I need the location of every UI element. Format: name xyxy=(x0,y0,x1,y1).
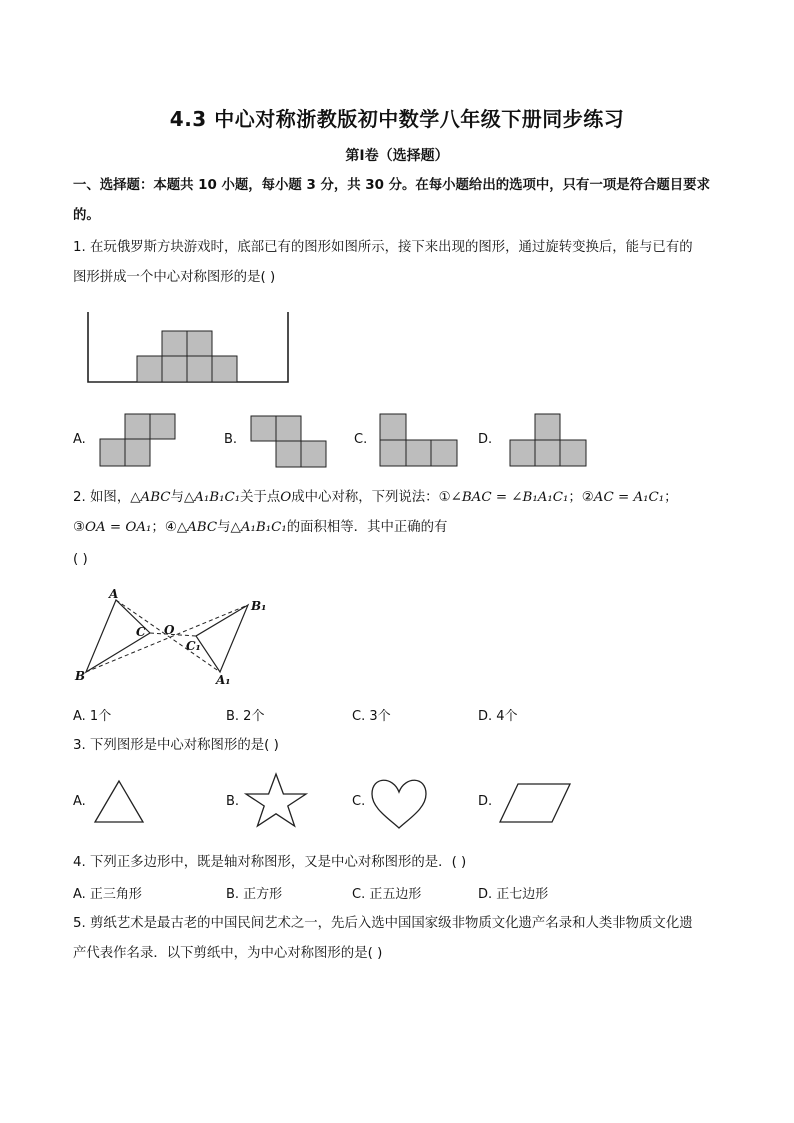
q2-math: A₁B₁C₁ xyxy=(240,520,287,535)
label-a: A xyxy=(109,587,119,601)
q2-text: ； xyxy=(568,490,582,505)
question-1-text: 1. 在玩俄罗斯方块游戏时，底部已有的图形如图所示，接下来出现的图形，通过旋转变换后，能与已有的 xyxy=(73,240,693,255)
label-c: C xyxy=(136,625,146,639)
q2-option-b[interactable]: B. 2个 xyxy=(226,709,265,724)
q2-math: O xyxy=(280,490,292,505)
question-3-text: 3. 下列图形是中心对称图形的是( ) xyxy=(73,738,279,753)
q2-text: 2. 如图， xyxy=(73,490,131,505)
q3-option-a-label[interactable]: A. xyxy=(73,794,86,809)
q2-math: ABC xyxy=(187,520,218,535)
q2-math: ABC xyxy=(140,490,171,505)
section-subtitle: 第I卷（选择题） xyxy=(345,148,449,164)
q2-math: A₁B₁C₁ xyxy=(194,490,241,505)
q2-text: ； xyxy=(151,520,165,535)
q2-answer-paren: ( ) xyxy=(73,552,88,567)
q4-option-b[interactable]: B. 正方形 xyxy=(226,887,283,902)
q2-text: 与 xyxy=(170,490,184,505)
q2-marker: ① xyxy=(438,490,451,505)
q2-text: 与 xyxy=(217,520,231,535)
q2-marker: ③ xyxy=(73,520,86,535)
q4-option-c[interactable]: C. 正五边形 xyxy=(352,887,422,902)
q1-option-b-label[interactable]: B. xyxy=(224,432,238,447)
q2-option-c[interactable]: C. 3个 xyxy=(352,709,391,724)
q2-math: AC = A₁C₁ xyxy=(593,490,665,505)
q2-text: 成中心对称，下列说法： xyxy=(291,490,439,505)
label-a1: A₁ xyxy=(216,673,231,687)
q4-option-a[interactable]: A. 正三角形 xyxy=(73,887,142,902)
question-5-text-cont: 产代表作名录．以下剪纸中，为中心对称图形的是( ) xyxy=(73,946,383,961)
label-b: B xyxy=(75,669,86,683)
page-title: 4.3 中心对称浙教版初中数学八年级下册同步练习 xyxy=(169,107,625,131)
q3-option-d-label[interactable]: D. xyxy=(478,794,493,809)
q2-text: 关于点 xyxy=(240,490,281,505)
q2-option-d[interactable]: D. 4个 xyxy=(478,709,518,724)
q3-option-c-label[interactable]: C. xyxy=(352,794,366,809)
label-c1: C₁ xyxy=(186,639,201,653)
label-b1: B₁ xyxy=(251,599,267,613)
q2-text: △ xyxy=(176,520,188,535)
q1-option-d-label[interactable]: D. xyxy=(478,432,493,447)
question-1-text-cont: 图形拼成一个中心对称图形的是( ) xyxy=(73,270,276,285)
q2-marker: ② xyxy=(581,490,594,505)
q2-marker: ④ xyxy=(164,520,177,535)
q3-option-b-label[interactable]: B. xyxy=(226,794,240,809)
question-5-text: 5. 剪纸艺术是最古老的中国民间艺术之一，先后入选中国国家级非物质文化遗产名录和人类非物质文化遗 xyxy=(73,916,693,931)
q1-option-a-label[interactable]: A. xyxy=(73,432,86,447)
q2-text: ； xyxy=(664,490,678,505)
q2-option-a[interactable]: A. 1个 xyxy=(73,709,112,724)
q1-option-c-label[interactable]: C. xyxy=(354,432,368,447)
section-heading: 一、选择题：本题共 10 小题，每小题 3 分，共 30 分。在每小题给出的选项中，只有一项是符合题目要求 xyxy=(73,178,710,193)
q2-text: △ xyxy=(183,490,195,505)
q4-option-d[interactable]: D. 正七边形 xyxy=(478,887,549,902)
question-4-text: 4. 下列正多边形中，既是轴对称图形，又是中心对称图形的是．( ) xyxy=(73,855,467,870)
q2-math: OA = OA₁ xyxy=(85,520,152,535)
q2-text: 的面积相等．其中正确的有 xyxy=(286,520,448,535)
label-o: O xyxy=(164,623,175,637)
q2-text: △ xyxy=(230,520,241,535)
q2-text: △ xyxy=(130,490,141,505)
q2-math: ∠BAC = ∠B₁A₁C₁ xyxy=(450,490,569,505)
section-heading-cont: 的。 xyxy=(73,208,100,223)
